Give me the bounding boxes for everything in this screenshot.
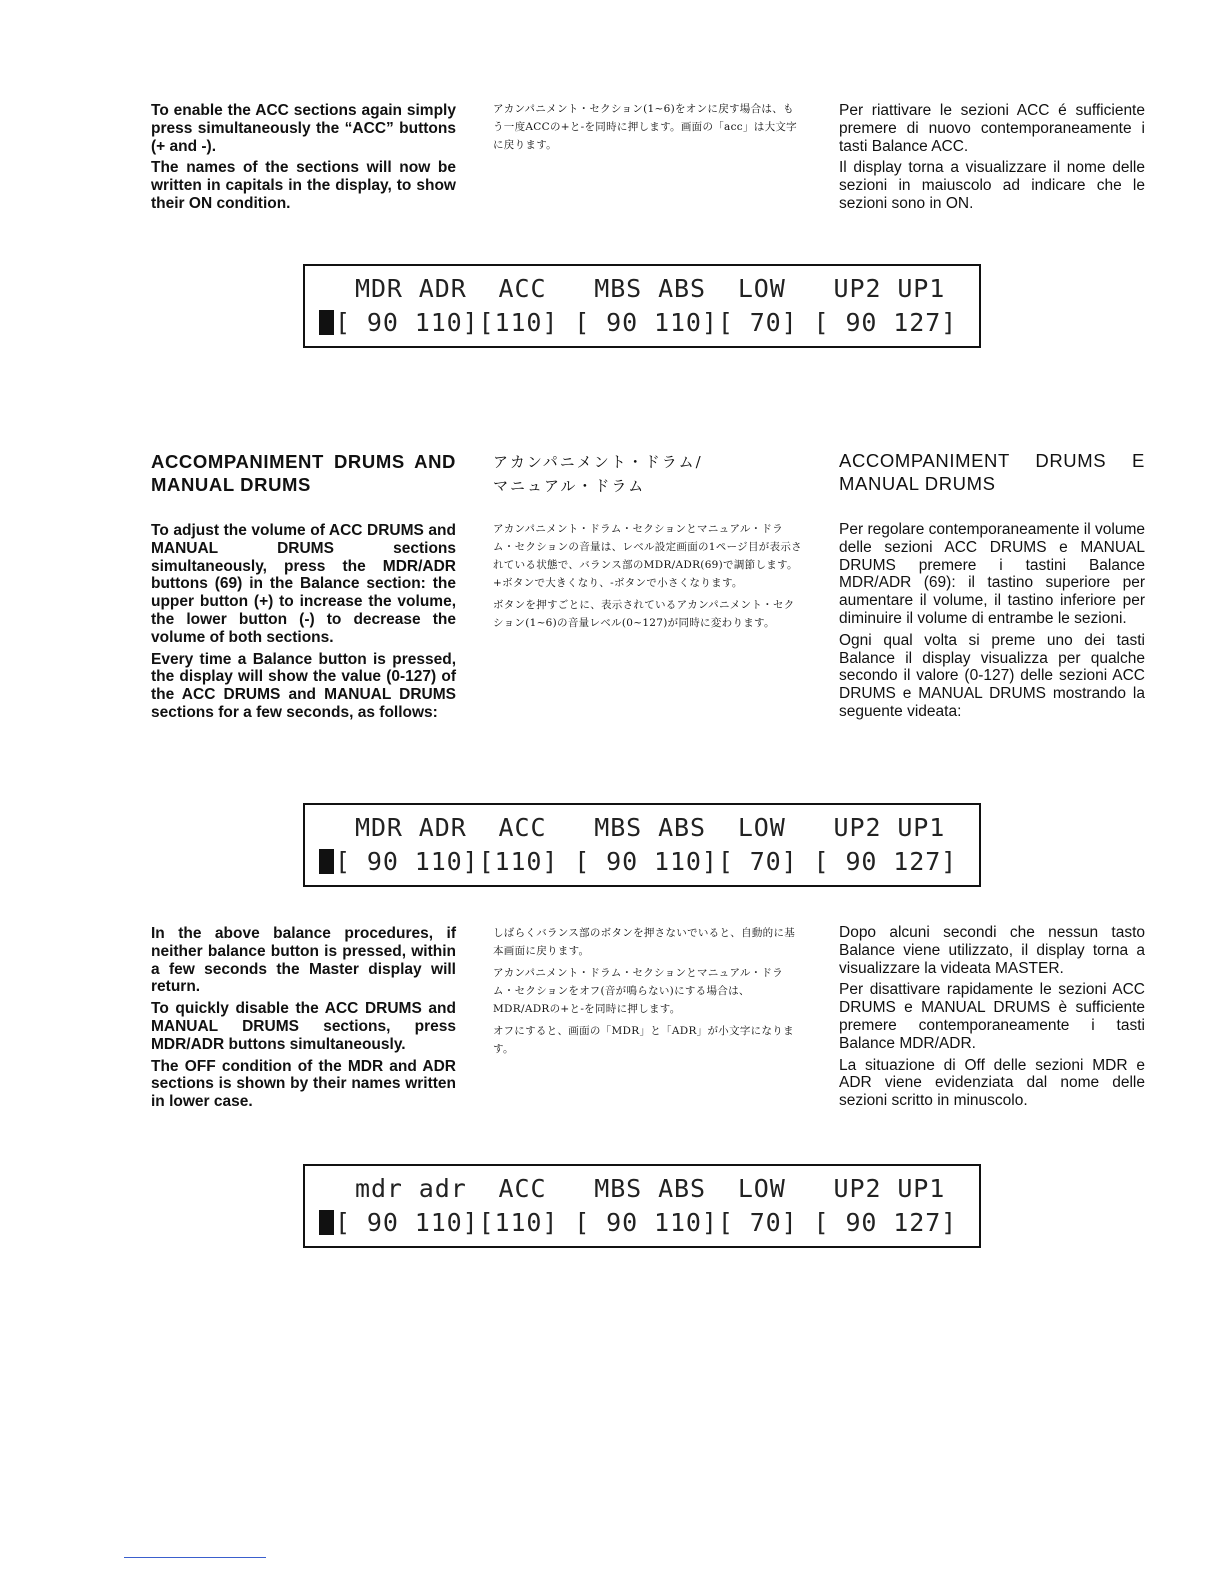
paragraph: アカンパニメント・ドラム・セクションとマニュアル・ドラム・セクションをオフ(音が鳴らない)にする場合は、MDR/ADRの+と-を同時に押します。 [493, 967, 784, 1015]
cursor-block-icon [319, 1210, 334, 1235]
section3-japanese [493, 924, 803, 1062]
section3-italian [839, 924, 1145, 1114]
paragraph: Ogni qual volta si preme uno dei tasti Balance il display visualizza per qualche secondo il valore (0-127) delle sezioni ACC DRUMS e MANUAL DRUMS mostrando la seguente videata: [839, 631, 1145, 720]
lcd-display-3 [303, 1164, 981, 1248]
lcd-display-1 [303, 264, 981, 348]
paragraph: To enable the ACC sections again simply press simultaneously the “ACC” buttons (+ and -). [151, 102, 456, 155]
footer-rule [124, 1557, 266, 1558]
lcd-values-row [319, 847, 957, 876]
paragraph: アカンパニメント・セクション(1~6)をオンに戻す場合は、もう一度ACCの+と-を同時に押します。画面の「acc」は大文字に戻ります。 [493, 103, 797, 151]
paragraph: オフにすると、画面の「MDR」と「ADR」が小文字になります。 [493, 1025, 794, 1055]
lcd-values-row [319, 1208, 957, 1237]
section-heading: アカンパニメント・ドラム/ マニュアル・ドラム [493, 453, 703, 495]
section1-english [151, 102, 456, 217]
section1-japanese [493, 100, 803, 158]
cursor-block-icon [319, 849, 334, 874]
lcd-values: [ 90 110][110] [ 90 110][ 70] [ 90 127] [335, 1208, 958, 1237]
paragraph: Dopo alcuni secondi che nessun tasto Balance viene utilizzato, il display torna a visualizzare la videata MASTER. [839, 924, 1145, 977]
paragraph: La situazione di Off delle sezioni MDR e ADR viene evidenziata dal nome delle sezioni scritto in minuscolo. [839, 1056, 1145, 1110]
paragraph: ボタンを押すごとに、表示されているアカンパニメント・セクション(1~6)の音量レベル(0~127)が同時に変わります。 [493, 599, 795, 629]
paragraph: Every time a Balance button is pressed, the display will show the value (0-127) of the ACC DRUMS and MANUAL DRUMS sections for a few seconds, as follows: [151, 650, 456, 721]
lcd-display-2 [303, 803, 981, 887]
paragraph: To quickly disable the ACC DRUMS and MANUAL DRUMS sections, press MDR/ADR buttons simultaneously. [151, 1000, 456, 1053]
cursor-block-icon [319, 310, 334, 335]
paragraph: アカンパニメント・ドラム・セクションとマニュアル・ドラム・セクションの音量は、レベル設定画面の1ページ目が表示されている状態で、バランス部のMDR/ADR(69)で調節します。+ボタンで大きくなり、-ボタンで小さくなります。 [493, 523, 802, 589]
section-heading: ACCOMPANIMENT DRUMS AND MANUAL DRUMS [151, 451, 456, 495]
paragraph: To adjust the volume of ACC DRUMS and MANUAL DRUMS sections simultaneously, press the MDR/ADR buttons (69) in the Balance section: the upper button (+) to increase the volume, the lower button (-) to decrease the volume of both sections. [151, 522, 456, 646]
paragraph: Il display torna a visualizzare il nome delle sezioni in maiuscolo ad indicare che le sezioni sono in ON. [839, 159, 1145, 212]
section2-japanese [493, 450, 803, 636]
lcd-values: [ 90 110][110] [ 90 110][ 70] [ 90 127] [335, 847, 958, 876]
section1-italian [839, 102, 1145, 217]
section-heading: ACCOMPANIMENT DRUMS E MANUAL DRUMS [839, 450, 1145, 494]
paragraph: In the above balance procedures, if neither balance button is pressed, within a few seconds the Master display will return. [151, 925, 456, 996]
section3-english [151, 925, 456, 1115]
paragraph: Per riattivare le sezioni ACC é sufficiente premere di nuovo contemporaneamente i tasti Balance ACC. [839, 102, 1145, 155]
lcd-section-names: mdr adr ACC MBS ABS LOW UP2 UP1 [355, 1174, 946, 1203]
lcd-section-names: MDR ADR ACC MBS ABS LOW UP2 UP1 [355, 274, 946, 303]
lcd-section-names: MDR ADR ACC MBS ABS LOW UP2 UP1 [355, 813, 946, 842]
paragraph: The OFF condition of the MDR and ADR sections is shown by their names written in lower case. [151, 1057, 456, 1111]
paragraph: Per regolare contemporaneamente il volume delle sezioni ACC DRUMS e MANUAL DRUMS premere i tastini Balance MDR/ADR (69): il tastino superiore per aumentare il volume, il tastino inferiore per diminuire il volume di entrambe le sezioni. [839, 521, 1145, 627]
paragraph: The names of the sections will now be written in capitals in the display, to show their ON condition. [151, 159, 456, 212]
lcd-values-row [319, 308, 957, 337]
section2-english [151, 450, 456, 726]
paragraph: Per disattivare rapidamente le sezioni ACC DRUMS e MANUAL DRUMS è sufficiente premere contemporaneamente i tasti Balance MDR/ADR. [839, 981, 1145, 1052]
paragraph: しばらくバランス部のボタンを押さないでいると、自動的に基本画面に戻ります。 [493, 927, 796, 957]
lcd-values: [ 90 110][110] [ 90 110][ 70] [ 90 127] [335, 308, 958, 337]
section2-italian [839, 449, 1145, 725]
